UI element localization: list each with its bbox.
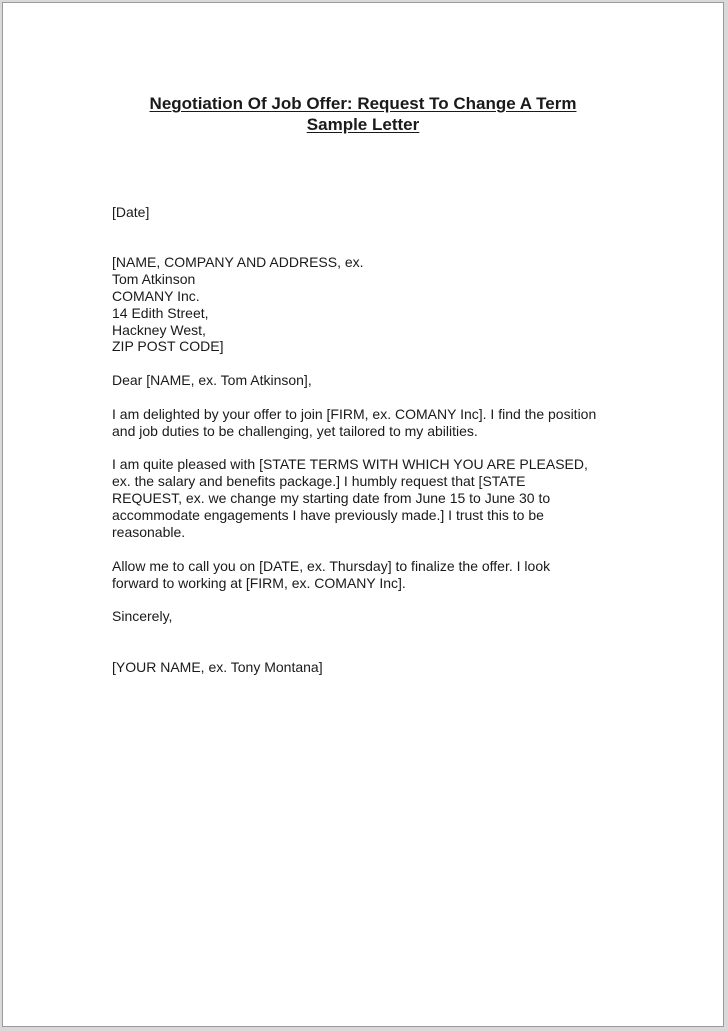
paragraph-line: Allow me to call you on [DATE, ex. Thursday] to finalize the offer. I look — [112, 557, 551, 574]
address-line: Tom Atkinson — [112, 270, 196, 287]
closing: Sincerely, — [112, 608, 173, 625]
letter-page — [2, 2, 724, 1027]
paragraph-line: I am quite pleased with [STATE TERMS WITH WHICH YOU ARE PLEASED, — [112, 456, 588, 473]
paragraph-line: REQUEST, ex. we change my starting date from June 15 to June 30 to — [112, 490, 551, 507]
date-placeholder: [Date] — [112, 204, 150, 220]
paragraph-line: accommodate engagements I have previously made.] I trust this to be — [112, 507, 544, 524]
letter-body — [112, 204, 652, 676]
paragraph-line: ex. the salary and benefits package.] I humbly request that [STATE — [112, 473, 526, 490]
title-line-1-text: Negotiation Of Job Offer: Request To Change A Term — [149, 94, 577, 113]
recipient-address — [112, 254, 652, 355]
address-line: 14 Edith Street, — [112, 304, 209, 321]
paragraph-line: and job duties to be challenging, yet tailored to my abilities. — [112, 422, 478, 439]
salutation: Dear [NAME, ex. Tom Atkinson], — [112, 372, 312, 389]
title-line-1 — [3, 93, 723, 114]
address-line: COMANY Inc. — [112, 287, 200, 304]
paragraph-2 — [112, 456, 652, 541]
title-line-2 — [3, 114, 723, 135]
paragraph-line: I am delighted by your offer to join [FIRM, ex. COMANY Inc]. I find the position — [112, 405, 597, 422]
paragraph-line: reasonable. — [112, 524, 186, 541]
title-line-2-text: Sample Letter — [306, 115, 420, 134]
address-line: Hackney West, — [112, 321, 206, 338]
paragraph-1 — [112, 406, 652, 440]
paragraph-3 — [112, 558, 652, 592]
address-line: [NAME, COMPANY AND ADDRESS, ex. — [112, 253, 364, 270]
paragraph-line: forward to working at [FIRM, ex. COMANY Inc]. — [112, 574, 406, 591]
address-line: ZIP POST CODE] — [112, 338, 224, 355]
signature-placeholder: [YOUR NAME, ex. Tony Montana] — [112, 658, 323, 675]
letter-title — [3, 93, 723, 135]
